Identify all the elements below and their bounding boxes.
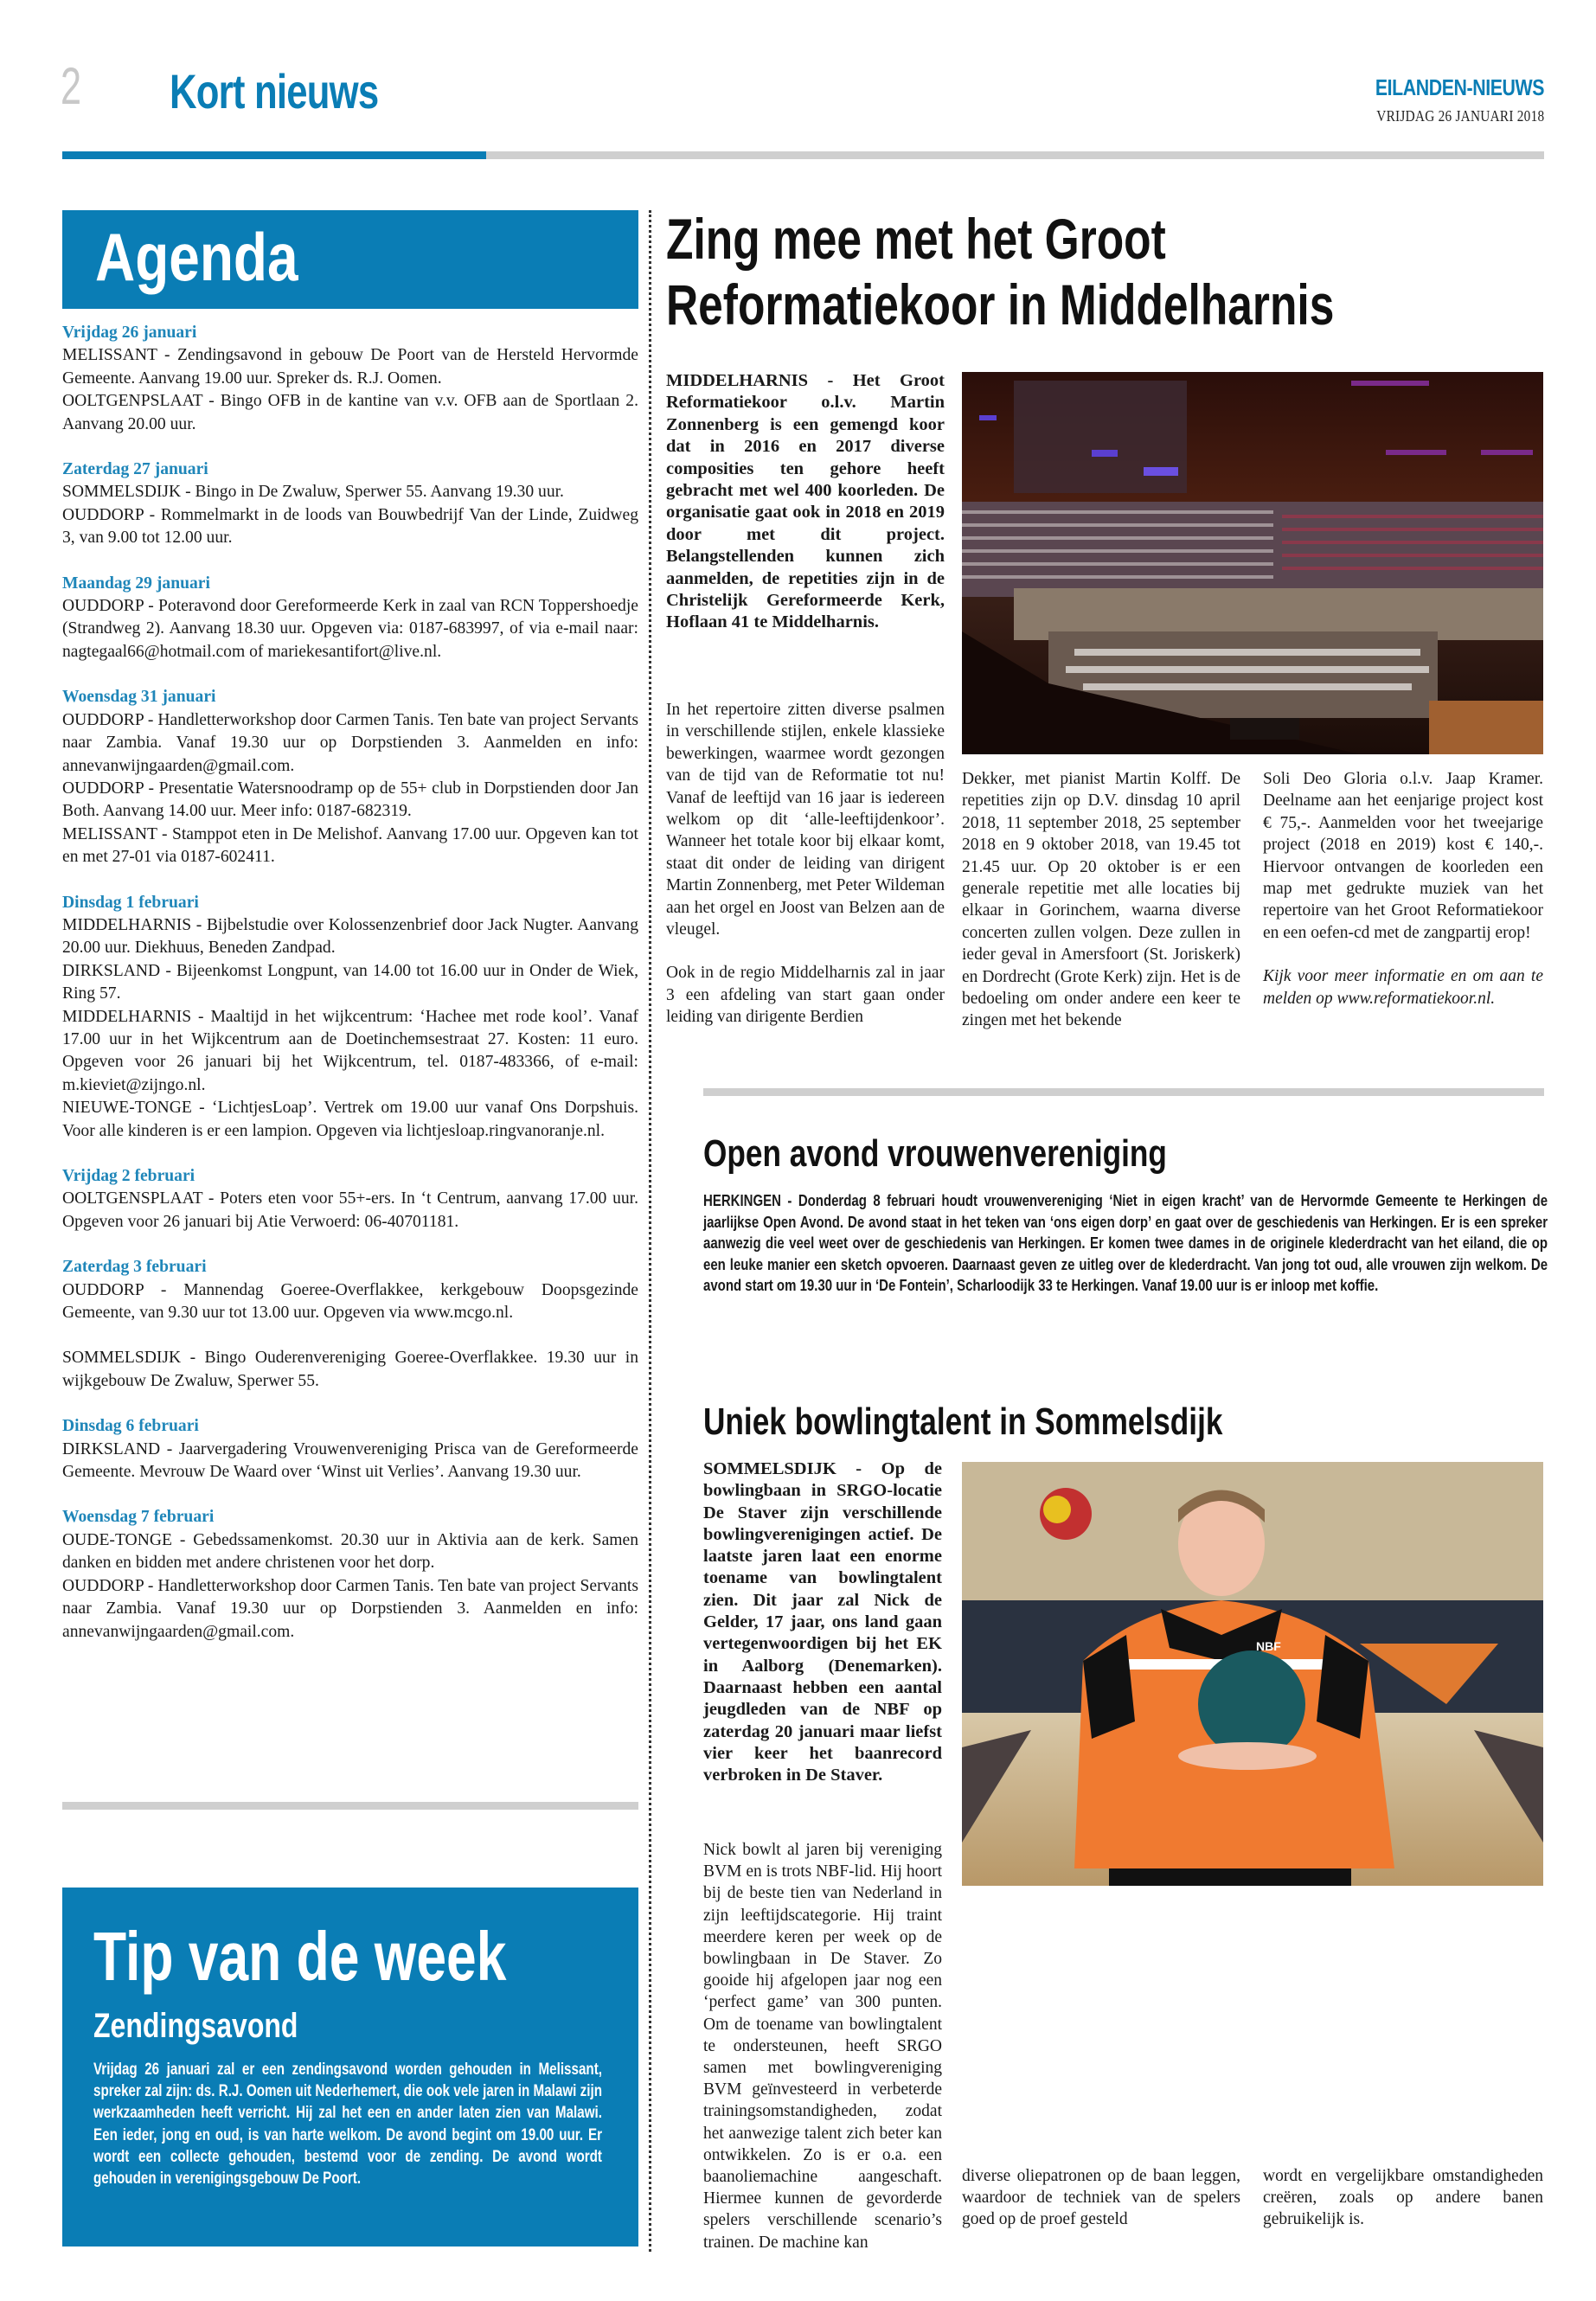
header-rule-accent xyxy=(62,151,486,159)
agenda-list xyxy=(62,322,638,1666)
agenda-date: Dinsdag 1 februari xyxy=(62,893,199,912)
bowler-portrait-photo xyxy=(962,1462,1543,1886)
choir-photo-image xyxy=(962,372,1543,754)
bowling-body-col3: wordt en vergelijkbare omstandigheden creëren, zoals op andere banen gebruikelijk is. xyxy=(1263,2167,1543,2229)
agenda-item: OUDDORP - Presentatie Watersnoodramp op de 55+ club in Dorpstienden door Jan Both. Aanvang 14.00 uur. Meer info: 0187-682319. xyxy=(62,779,638,821)
agenda-day xyxy=(62,1415,638,1484)
agenda-day xyxy=(62,573,638,664)
agenda-date: Vrijdag 26 januari xyxy=(62,324,197,342)
open-evening-headline: Open avond vrouwenvereniging xyxy=(703,1132,1167,1175)
issue-date: VRIJDAG 26 JANUARI 2018 xyxy=(1375,107,1544,125)
agenda-item: SOMMELSDIJK - Bingo Ouderenvereniging Goeree-Overflakkee. 19.30 uur in wijkgebouw De Zwaluw, Sperwer 55. xyxy=(62,1349,638,1390)
choir-body-col3 xyxy=(1263,768,1543,1009)
choir-paragraph: Ook in de regio Middelharnis zal in jaar 3 een afdeling van start gaan onder leiding van dirigente Berdien xyxy=(666,964,945,1027)
agenda-item: NIEUWE-TONGE - ‘LichtjesLoap’. Vertrek om 19.00 uur vanaf Ons Dorpshuis. Voor alle kinderen is er een lampion. Opgeven via lichtjesloap.ringvanoranje.nl. xyxy=(62,1099,638,1140)
newspaper-logo: EILANDEN-NIEUWS xyxy=(1375,74,1544,100)
agenda-item: OUDDORP - Handletterworkshop door Carmen Tanis. Ten bate van project Servants naar Zambia. Vanaf 19.30 uur op Dorpstienden 3. Aanmelden en info: annevanwijngaarden@gmail.com. xyxy=(62,1576,638,1641)
bowling-body-col2: diverse oliepatronen op de baan leggen, waardoor de techniek van de spelers goed op de proef gesteld xyxy=(962,2167,1240,2229)
agenda-item: OUDDORP - Mannendag Goeree-Overflakkee, kerkgebouw Doopsgezinde Gemeente, van 9.30 uur tot 13.00 uur. Opgeven via www.mcgo.nl. xyxy=(62,1280,638,1323)
choir-headline: Zing mee met het Groot Reformatiekoor in Middelharnis xyxy=(666,207,1335,336)
agenda-day xyxy=(62,1506,638,1643)
agenda-date: Vrijdag 2 februari xyxy=(62,1167,195,1185)
agenda-item: MELISSANT - Stamppot eten in De Melishof. Aanvang 17.00 uur. Opgeven kan tot en met 27-01 via 0187-602411. xyxy=(62,824,638,867)
section-divider xyxy=(703,1088,1544,1096)
bowling-lead: SOMMELSDIJK - Op de bowlingbaan in SRGO-locatie De Staver zijn verschillende bowlingverenigingen actief. De laatste jaren laat een enorme toename van bowlingtalent zien. Dit jaar zal Nick de Gelder, 17 jaar, ons land gaan vertegenwoordigen bij het EK in Aalborg (Denemarken). Daarnaast hebben een aantal jeugdleden van de NBF op zaterdag 20 januari maar liefst vier keer het baanrecord verbroken in De Staver. xyxy=(703,1459,942,1785)
agenda-item: OOLTGENPSLAAT - Bingo OFB in de kantine van v.v. OFB aan de Sportlaan 2. Aanvang 20.00 uur. xyxy=(62,392,638,433)
agenda-day xyxy=(62,1165,638,1234)
agenda-item: OUDDORP - Rommelmarkt in de loods van Bouwbedrijf Van der Linde, Zuidweg 3, van 9.00 tot 12.00 uur. xyxy=(62,505,638,548)
choir-more-info-link[interactable]: Kijk voor meer informatie en om aan te melden op www.reformatiekoor.nl. xyxy=(1263,967,1543,1008)
choir-paragraph: In het repertoire zitten diverse psalmen in verschillende stijlen, enkele klassieke bewerkingen, waarmee wordt gezongen van de tijd van de Reformatie tot nu! Vanaf de leeftijd van 16 jaar is iedereen welkom op dit ‘alle-leeftijdenkoor’. Wanneer het totale koor bij elkaar komt, staat dit onder de leiding van dirigent Martin Zonnenberg, met Peter Wildeman aan het orgel en Joost van Belzen aan de vleugel. xyxy=(666,701,945,939)
choir-lead: MIDDELHARNIS - Het Groot Reformatiekoor o.l.v. Martin Zonnenberg is een gemengd koor dat in 2016 en 2017 diverse composities ten gehore heeft gebracht met wel 400 koorleden. De organisatie gaat ook in 2018 en 2019 door met dit project. Belangstellenden kunnen zich aanmelden, de repetities zijn in de Christelijk Gereformeerde Kerk, Hoflaan 41 te Middelharnis. xyxy=(666,371,945,632)
open-evening-body: HERKINGEN - Donderdag 8 februari houdt vrouwenvereniging ‘Niet in eigen kracht’ van de Hervormde Gemeente te Herkingen de jaarlijkse Open Avond. De avond staat in het teken van ‘ons eigen dorp’ en gaat over de geschiedenis van Herkingen. Er is een spreker aanwezig die veel weet over de geschiedenis van Herkingen. Er komen twee dames in de originele klederdracht van het eiland, die op een leuke manier een sketch opvoeren. Daarnaast geven ze uitleg over de klederdracht. Van jong tot oud, alle vrouwen zijn welkom. De avond start om 19.30 uur in ‘De Fontein’, Scharloodijk 33 te Herkingen. Vanaf 19.00 uur is er inloop met koffie. xyxy=(703,1191,1548,1294)
bowling-body-col1: Nick bowlt al jaren bij vereniging BVM en is trots NBF-lid. Hij hoort bij de beste tien van Nederland in zijn leeftijdscategorie. Hij traint meerdere keren per week op de bowlingbaan in De Staver. Zo gooide hij afgelopen jaar nog een ‘perfect game’ van 300 punten. Om de toename van bowlingtalent te ondersteunen, heeft SRGO samen met bowlingvereniging BVM geïnvesteerd in verbeterde trainingsomstandigheden, zodat het aanwezige talent zich beter kan ontwikkelen. Zo is er o.a. een baanoliemachine aangeschaft. Hiermee kunnen de gevorderde spelers verschillende scenario’s trainen. De machine kan xyxy=(703,1841,942,2252)
bowler-photo-image xyxy=(962,1462,1543,1886)
agenda-item: SOMMELSDIJK - Bingo in De Zwaluw, Sperwer 55. Aanvang 19.30 uur. xyxy=(62,483,564,502)
section-divider xyxy=(62,1802,638,1810)
tip-title: Tip van de week xyxy=(93,1918,507,1995)
agenda-date: Woensdag 31 januari xyxy=(62,688,216,707)
agenda-item: DIRKSLAND - Jaarvergadering Vrouwenvereniging Prisca van de Gereformeerde Gemeente. Mevrouw De Waard over ‘Winst uit Verlies’. Aanvang 19.30 uur. xyxy=(62,1439,638,1482)
agenda-date: Dinsdag 6 februari xyxy=(62,1417,199,1436)
agenda-day xyxy=(62,322,638,436)
agenda-item: OUDDORP - Poteravond door Gereformeerde Kerk in zaal van RCN Toppershoedje (Strandweg 2). Aanvang 18.30 uur. Opgeven via: 0187-683997, of via e-mail naar: nagtegaal66@hotmail.com of mariekesantifort@live.nl. xyxy=(62,597,638,661)
agenda-date: Zaterdag 27 januari xyxy=(62,460,208,479)
agenda-day xyxy=(62,458,638,550)
agenda-date: Zaterdag 3 februari xyxy=(62,1258,207,1277)
agenda-title: Agenda xyxy=(95,219,298,295)
nbf-logo: NBF xyxy=(1256,1639,1281,1653)
choir-paragraph: Soli Deo Gloria o.l.v. Jaap Kramer. Deelname aan het eenjarige project kost € 75,-. Aanmelden voor het tweejarige project (2018 en 2019) kost € 140,-. Hiervoor ontvangen de koorleden een map met gedrukte muziek van het repertoire van het Groot Reformatiekoor en een oefen-cd met de zangpartij erop! xyxy=(1263,770,1543,942)
choir-body-col2: Dekker, met pianist Martin Kolff. De repetities zijn op D.V. dinsdag 10 april 2018, 11 september 2018, 25 september 2018 en 9 oktober 2018, van 19.45 tot 21.45 uur. Op 20 oktober is er een generale repetitie met alle locaties bij elkaar in Gorinchem, waarna diverse concerten zullen volgen. Deze zullen in ieder geval in Amersfoort (St. Joriskerk) en Dordrecht (Grote Kerk) zijn. Het is de bedoeling om onder andere een keer te zingen met het bekende xyxy=(962,770,1240,1030)
agenda-day xyxy=(62,892,638,1143)
tip-body: Vrijdag 26 januari zal er een zendingsavond worden gehouden in Melissant, spreker zal zijn: ds. R.J. Oomen uit Nederhemert, die ook vele jaren in Malawi zijn werkzaamheden heeft verricht. Hij zal het een en ander laten zien van Malawi. Een ieder, jong en oud, is van harte welkom. De avond begint om 19.00 uur. Er wordt een collecte gehouden, bestemd voor de zending. De avond wordt gehouden in verenigingsgebouw De Poort. xyxy=(93,2061,602,2189)
agenda-item: MELISSANT - Zendingsavond in gebouw De Poort van de Hersteld Hervormde Gemeente. Aanvang 19.00 uur. Spreker ds. R.J. Oomen. xyxy=(62,346,638,388)
agenda-date: Maandag 29 januari xyxy=(62,574,210,593)
agenda-day xyxy=(62,686,638,868)
choir-concert-photo xyxy=(962,372,1543,754)
column-divider xyxy=(649,210,651,2252)
choir-body-col1 xyxy=(666,699,945,1029)
section-title: Kort nieuws xyxy=(170,64,379,119)
agenda-item: OOLTGENSPLAAT - Poters eten voor 55+-ers. In ‘t Centrum, aanvang 17.00 uur. Opgeven voor 26 januari bij Atie Verwoerd: 06-40701181. xyxy=(62,1189,638,1231)
tip-of-the-week-box xyxy=(62,1888,638,2247)
agenda-item: MIDDELHARNIS - Maaltijd in het wijkcentrum: ‘Hachee met rode kool’. Vanaf 17.00 uur in het Wijkcentrum aan de Doetinchemsestraat 27. Kosten: 11 euro. Opgeven voor 26 januari bij het Wijkcentrum, tel. 0187-483366, of e-mail: m.kieviet@zijngo.nl. xyxy=(62,1007,638,1094)
bowling-headline: Uniek bowlingtalent in Sommelsdijk xyxy=(703,1400,1223,1443)
agenda-item: OUDDORP - Handletterworkshop door Carmen Tanis. Ten bate van project Servants naar Zambia. Vanaf 19.30 uur op Dorpstienden 3. Aanmelden en info: annevanwijngaarden@gmail.com. xyxy=(62,710,638,775)
agenda-item: OUDE-TONGE - Gebedssamenkomst. 20.30 uur in Aktivia aan de kerk. Samen danken en bidden met andere christenen voor het dorp. xyxy=(62,1530,638,1573)
page-number: 2 xyxy=(61,57,82,115)
agenda-item: DIRKSLAND - Bijeenkomst Longpunt, van 14.00 tot 16.00 uur in Onder de Wiek, Ring 57. xyxy=(62,961,638,1003)
agenda-date: Woensdag 7 februari xyxy=(62,1508,215,1527)
agenda-day xyxy=(62,1256,638,1393)
agenda-item: MIDDELHARNIS - Bijbelstudie over Kolossenzenbrief door Jack Nugter. Aanvang 20.00 uur. Diekhuus, Beneden Zandpad. xyxy=(62,915,638,958)
tip-subtitle: Zendingsavond xyxy=(93,2007,298,2045)
agenda-item xyxy=(62,1324,638,1347)
